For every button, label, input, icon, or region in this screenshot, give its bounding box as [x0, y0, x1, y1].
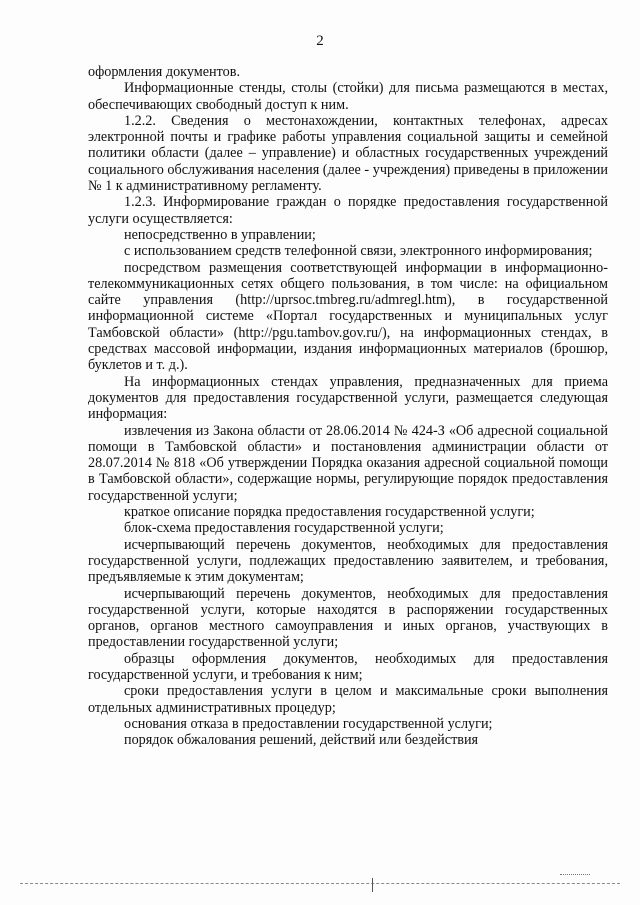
scan-tick-mark	[372, 878, 373, 892]
list-item-directly: непосредственно в управлении;	[124, 226, 316, 243]
list-item-phone: с использованием средств телефонной связи, электронного информирования;	[124, 243, 593, 260]
list-item-deadlines: сроки предоставления услуги в целом и максимальные сроки выполнения отдельных административных процедур;	[88, 683, 608, 716]
list-item-applicant-documents: исчерпывающий перечень документов, необходимых для предоставления государственной услуги, подлежащих предоставлению заявителем, и требования, предъявляемые к этим документам;	[88, 536, 608, 586]
list-item-agency-documents: исчерпывающий перечень документов, необходимых для предоставления государственной услуги, которые находятся в распоряжении государственных органов, органов местного самоуправления и иных органов, участвующих в предоставлении государственной услуги;	[88, 585, 608, 651]
page-number: 2	[316, 33, 324, 49]
document-body	[88, 64, 608, 748]
list-item-description: краткое описание порядка предоставления государственной услуги;	[124, 504, 535, 521]
paragraph-1-2-3: 1.2.3. Информирование граждан о порядке предоставления государственной услуги осуществляется:	[88, 194, 608, 227]
list-item-internet: посредством размещения соответствующей информации в информационно-телекоммуникационных сетях общего пользования, в том числе: на официальном сайте управления (http://uprsoc.tmbreg.ru/admregl.htm), в государственной информационной системе «Портал государственных и муниципальных услуг Тамбовской области» (http://pgu.tambov.gov.ru/), на информационных стендах, в средствах массовой информации, издания информационных материалов (брошюр, буклетов и т. д.).	[88, 259, 608, 374]
paragraph-info-stands: Информационные стенды, столы (стойки) для письма размещаются в местах, обеспечивающих свободный доступ к ним.	[88, 80, 608, 113]
scan-bottom-line	[20, 883, 620, 884]
list-item-refusal: основания отказа в предоставлении государственной услуги;	[124, 715, 493, 732]
list-item-samples: образцы оформления документов, необходимых для предоставления государственной услуги, и требования к ним;	[88, 650, 608, 683]
paragraph-stands-info: На информационных стендах управления, предназначенных для приема документов для предоставления государственной услуги, размещается следующая информация:	[88, 373, 608, 423]
list-item-law-extracts: извлечения из Закона области от 28.06.2014 № 424-З «Об адресной социальной помощи в Тамбовской области» и постановления администрации области от 28.07.2014 № 818 «Об утверждении Порядка оказания адресной социальной помощи в Тамбовской области», содержащие нормы, регулирующие порядок предоставления государственной услуги;	[88, 422, 608, 504]
list-item-flowchart: блок-схема предоставления государственной услуги;	[124, 520, 444, 537]
scan-artifact	[560, 874, 590, 881]
paragraph-continuation: оформления документов.	[88, 64, 241, 80]
list-item-appeal: порядок обжалования решений, действий или бездействия	[124, 732, 479, 749]
paragraph-1-2-2: 1.2.2. Сведения о местонахождении, контактных телефонах, адресах электронной почты и графике работы управления социальной защиты и семейной политики области (далее – управление) и областных государственных учреждений социального обслуживания населения (далее - учреждения) приведены в приложении № 1 к административному регламенту.	[88, 112, 608, 195]
